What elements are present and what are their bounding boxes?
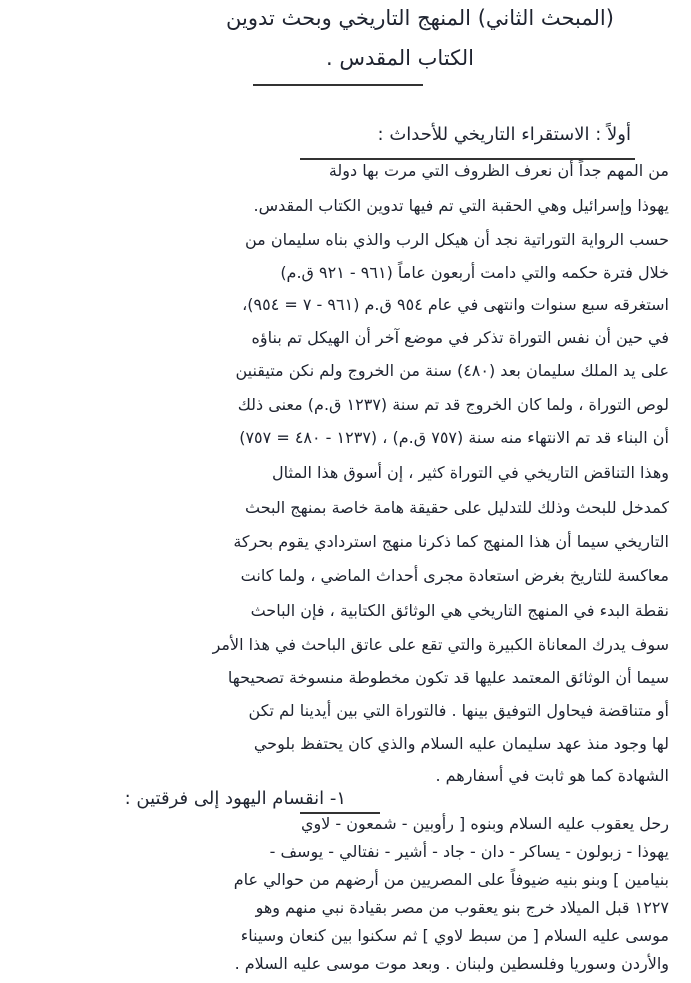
text-line: سيما أن الوثائق المعتمد عليها قد تكون مخطوطة منسوخة تصحيحها	[227, 668, 669, 687]
text-line: كمدخل للبحث وذلك للتدليل على حقيقة هامة خاصة بمنهج البحث	[245, 498, 669, 517]
text-line: أو متناقضة فيحاول التوفيق بينها . فالتوراة التي بين أيدينا لم تكن	[248, 701, 669, 720]
text-line: أن البناء قد تم الانتهاء منه سنة (٧٥٧ ق.م) ، (١٢٣٧ - ٤٨٠ = ٧٥٧)	[239, 428, 669, 447]
text-line: نقطة البدء في المنهج التاريخي هي الوثائق الكتابية ، فإن الباحث	[250, 601, 669, 620]
text-line: رحل يعقوب عليه السلام وبنوه [ رأوبين - شمعون - لاوي	[300, 814, 669, 833]
text-line: خلال فترة حكمه والتي دامت أربعون عاماً (٩٦١ - ٩٢١ ق.م)	[280, 263, 669, 282]
text-line: استغرقه سبع سنوات وانتهى في عام ٩٥٤ ق.م (٩٦١ - ٧ = ٩٥٤)،	[242, 295, 669, 314]
heading-divider	[253, 84, 423, 86]
section-title: أولاً : الاستقراء التاريخي للأحداث :	[377, 124, 631, 145]
text-line: معاكسة للتاريخ بغرض استعادة مجرى أحداث الماضي ، ولما كانت	[240, 566, 669, 585]
text-line: حسب الرواية التوراتية نجد أن هيكل الرب والذي بناه سليمان من	[245, 230, 669, 249]
text-line: يهوذا - زبولون - يساكر - دان - جاد - أشير - نفتالي - يوسف -	[269, 842, 669, 861]
text-line: على يد الملك سليمان بعد (٤٨٠) سنة من الخروج ولم نكن متيقنين	[235, 361, 669, 380]
text-line: وهذا التناقض التاريخي في التوراة كثير ، إن أسوق هذا المثال	[272, 463, 669, 482]
text-line: والأردن وسوريا وفلسطين ولبنان . وبعد موت موسى عليه السلام .	[234, 954, 669, 973]
text-line: في حين أن نفس التوراة تذكر في موضع آخر أن الهيكل تم بناؤه	[251, 328, 669, 347]
text-line: من المهم جداً أن نعرف الظروف التي مرت بها دولة	[328, 161, 669, 180]
text-line: لوص التوراة ، ولما كان الخروج قد تم سنة (١٢٣٧ ق.م) معنى ذلك	[237, 395, 669, 414]
text-line: بنيامين ] وبنو بنيه ضيوفاً على المصريين من أرضهم من حوالي عام	[233, 870, 669, 889]
text-line: الشهادة كما هو ثابت في أسفارهم .	[435, 766, 669, 785]
text-line: لها وجود منذ عهد سليمان عليه السلام والذي كان يحتفظ بلوحي	[253, 734, 669, 753]
text-line: ١٢٢٧ قبل الميلاد خرج بنو يعقوب من مصر بقيادة نبي منهم وهو	[255, 898, 669, 917]
chapter-heading: (المبحث الثاني) المنهج التاريخي وبحث تدوين	[226, 6, 614, 30]
text-line: سوف يدرك المعاناة الكبيرة والتي تقع على عاتق الباحث في هذا الأمر	[212, 635, 669, 654]
text-line: التاريخي سيما أن هذا المنهج كما ذكرنا منهج استردادي يقوم بحركة	[233, 532, 669, 551]
text-line: موسى عليه السلام [ من سبط لاوي ] ثم سكنوا بين كنعان وسيناء	[240, 926, 669, 945]
subsection-title: ١- انقسام اليهود إلى فرقتين :	[124, 788, 346, 809]
chapter-heading-continued: الكتاب المقدس .	[325, 46, 474, 70]
text-line: يهوذا وإسرائيل وهي الحقبة التي تم فيها تدوين الكتاب المقدس.	[253, 196, 669, 215]
